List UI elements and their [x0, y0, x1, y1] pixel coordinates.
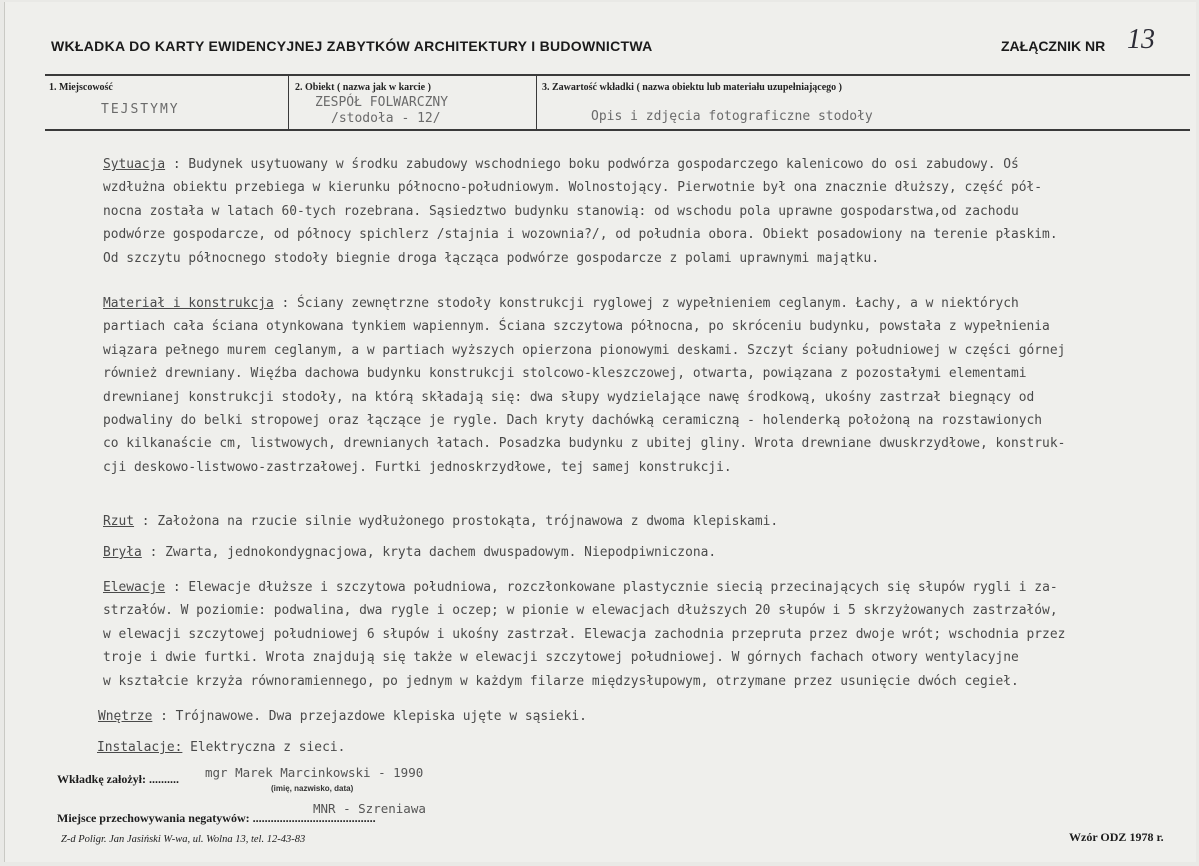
negatives-dots: .........................................	[252, 811, 376, 825]
plan-text: : Założona na rzucie silnie wydłużonego prostokąta, trójnawowa z dwoma klepiskami.	[134, 514, 779, 529]
material-line: wiązara pełnego murem ceglanym, a w partiach wyższych opierzona pionowymi deskami. Szczyt ściany południowej w części górnej	[103, 342, 1066, 358]
material-line: drewnianej konstrukcji stodoły, na którą składają się: dwa słupy wydzielające nawę środkową, ukośny zastrzał biegnący od	[103, 389, 1035, 405]
header-rule-bottom	[45, 129, 1190, 131]
section-interior	[98, 705, 1158, 728]
annex-number: 13	[1127, 24, 1155, 55]
interior-heading: Wnętrze	[98, 709, 153, 724]
material-line: co kilkanaście cm, listwowych, drewnianych łatach. Posadzka budynku z ubitej gliny. Wrota drewniane dwuskrzydłowe, konstruk-	[103, 436, 1066, 452]
elevations-line: : Elewacje dłuższe i szczytowa południowa, rozczłonkowane plastycznie siecią przecinających się słupów rygli i za-	[165, 580, 1058, 595]
situation-line: : Budynek usytuowany w środku zabudowy wschodniego boku podwórza gospodarczego kalenicowo do osi zabudowy. Oś	[165, 157, 1019, 172]
negatives-field	[57, 811, 376, 826]
section-elevations	[103, 576, 1163, 693]
content-value: Opis i zdjęcia fotograficzne stodoły	[591, 109, 873, 124]
place-label: 1. Miejscowość	[49, 82, 113, 93]
annex-label: ZAŁĄCZNIK NR	[1001, 38, 1106, 54]
section-mass	[103, 541, 1163, 564]
situation-line: Od szczytu północnego stodoły biegnie droga łącząca podwórze gospodarcze z polami uprawnymi majątku.	[103, 250, 880, 266]
material-heading: Materiał i konstrukcja	[103, 296, 274, 311]
elevations-line: w elewacji szczytowej południowej 6 słupów i ukośny zastrzał. Elewacja zachodnia przepruta przez dwoje wrót; wschodnia przez	[103, 626, 1066, 642]
section-situation	[103, 153, 1163, 270]
material-line: również drewniany. Więźba dachowa budynku konstrukcji stolcowo-kleszczowej, otwarta, powiązana z pozostałymi elementami	[103, 366, 1027, 382]
object-label: 2. Obiekt ( nazwa jak w karcie )	[295, 82, 431, 93]
author-label: Wkładkę założył:	[57, 772, 146, 786]
installations-heading: Instalacje:	[97, 740, 183, 755]
form-id: Wzór ODZ 1978 r.	[1069, 830, 1164, 844]
author-field	[57, 772, 179, 787]
form-title: WKŁADKA DO KARTY EWIDENCYJNEJ ZABYTKÓW ARCHITEKTURY I BUDOWNICTWA	[51, 38, 653, 54]
negatives-label: Miejsce przechowywania negatywów:	[57, 811, 250, 825]
content-label: 3. Zawartość wkładki ( nazwa obiektu lub materiału uzupełniającego )	[542, 82, 843, 93]
section-installations	[97, 736, 1157, 759]
material-line: : Ściany zewnętrzne stodoły konstrukcji ryglowej z wypełnieniem ceglanym. Łachy, a w niektórych	[273, 296, 1019, 311]
author-dots: ..........	[149, 772, 179, 786]
elevations-line: troje i dwie furtki. Wrota znajdują się także w elewacji szczytowej południowej. W górnych fachach otwory wentylacyjne	[103, 650, 1019, 666]
header-rule-top	[45, 74, 1190, 76]
material-line: cji deskowo-listwowo-zastrzałowej. Furtki jednoskrzydłowe, tej samej konstrukcji.	[103, 459, 732, 475]
printer-imprint: Z-d Poligr. Jan Jasiński W-wa, ul. Wolna 13, tel. 12-43-83	[61, 834, 306, 845]
plan-heading: Rzut	[103, 514, 135, 529]
object-value-line1: ZESPÓŁ FOLWARCZNY	[315, 95, 449, 110]
object-value-line2: /stodoła - 12/	[331, 111, 441, 126]
situation-line: wzdłużna obiektu przebiega w kierunku północno-południowym. Wolnostojący. Pierwotnie był ona znacznie dłuższy, część pół-	[103, 180, 1043, 196]
elevations-heading: Elewacje	[103, 580, 166, 595]
situation-heading: Sytuacja	[103, 157, 166, 172]
field-divider-1	[288, 76, 289, 129]
record-sheet	[4, 2, 1196, 862]
situation-line: nocna została w latach 60-tych rozebrana. Sąsiedztwo budynku stanowią: od wschodu pola uprawne gospodarstwa,od zachodu	[103, 203, 1019, 219]
section-material	[103, 292, 1163, 479]
place-value: TEJSTYMY	[101, 102, 180, 117]
situation-line: podwórze gospodarcze, od północy spichlerz /stajnia i wozownia?/, od południa obora. Obiekt posadowiony na terenie płaskim.	[103, 227, 1058, 243]
elevations-line: strzałów. W poziomie: podwalina, dwa rygle i oczep; w pionie w elewacjach dłuższych 20 słupów i 5 skrzyżowanych zastrzałów,	[103, 603, 1058, 619]
negatives-value: MNR - Szreniawa	[313, 801, 426, 816]
mass-heading: Bryła	[103, 545, 142, 560]
material-line: partiach cała ściana otynkowana tynkiem wapiennym. Ściana szczytowa północna, po skróceniu budynku, powstała z wypełnienia	[103, 319, 1050, 335]
field-divider-2	[536, 76, 537, 129]
installations-text: Elektryczna z sieci.	[182, 740, 346, 755]
section-plan	[103, 510, 1163, 533]
interior-text: : Trójnawowe. Dwa przejazdowe klepiska ujęte w sąsieki.	[152, 709, 587, 724]
author-value: mgr Marek Marcinkowski - 1990	[205, 765, 424, 780]
mass-text: : Zwarta, jednokondygnacjowa, kryta dachem dwuspadowym. Niepodpiwniczona.	[141, 545, 717, 560]
author-caption: (imię, nazwisko, data)	[271, 784, 354, 793]
elevations-line: w kształcie krzyża równoramiennego, po jednym w każdym filarze międzysłupowym, otrzymane przez usunięcie dwóch cegieł.	[103, 673, 1019, 689]
material-line: podwaliny do belki stropowej oraz łączące je rygle. Dach kryty dachówką ceramiczną - holenderką położoną na rozstawionych	[103, 413, 1043, 429]
